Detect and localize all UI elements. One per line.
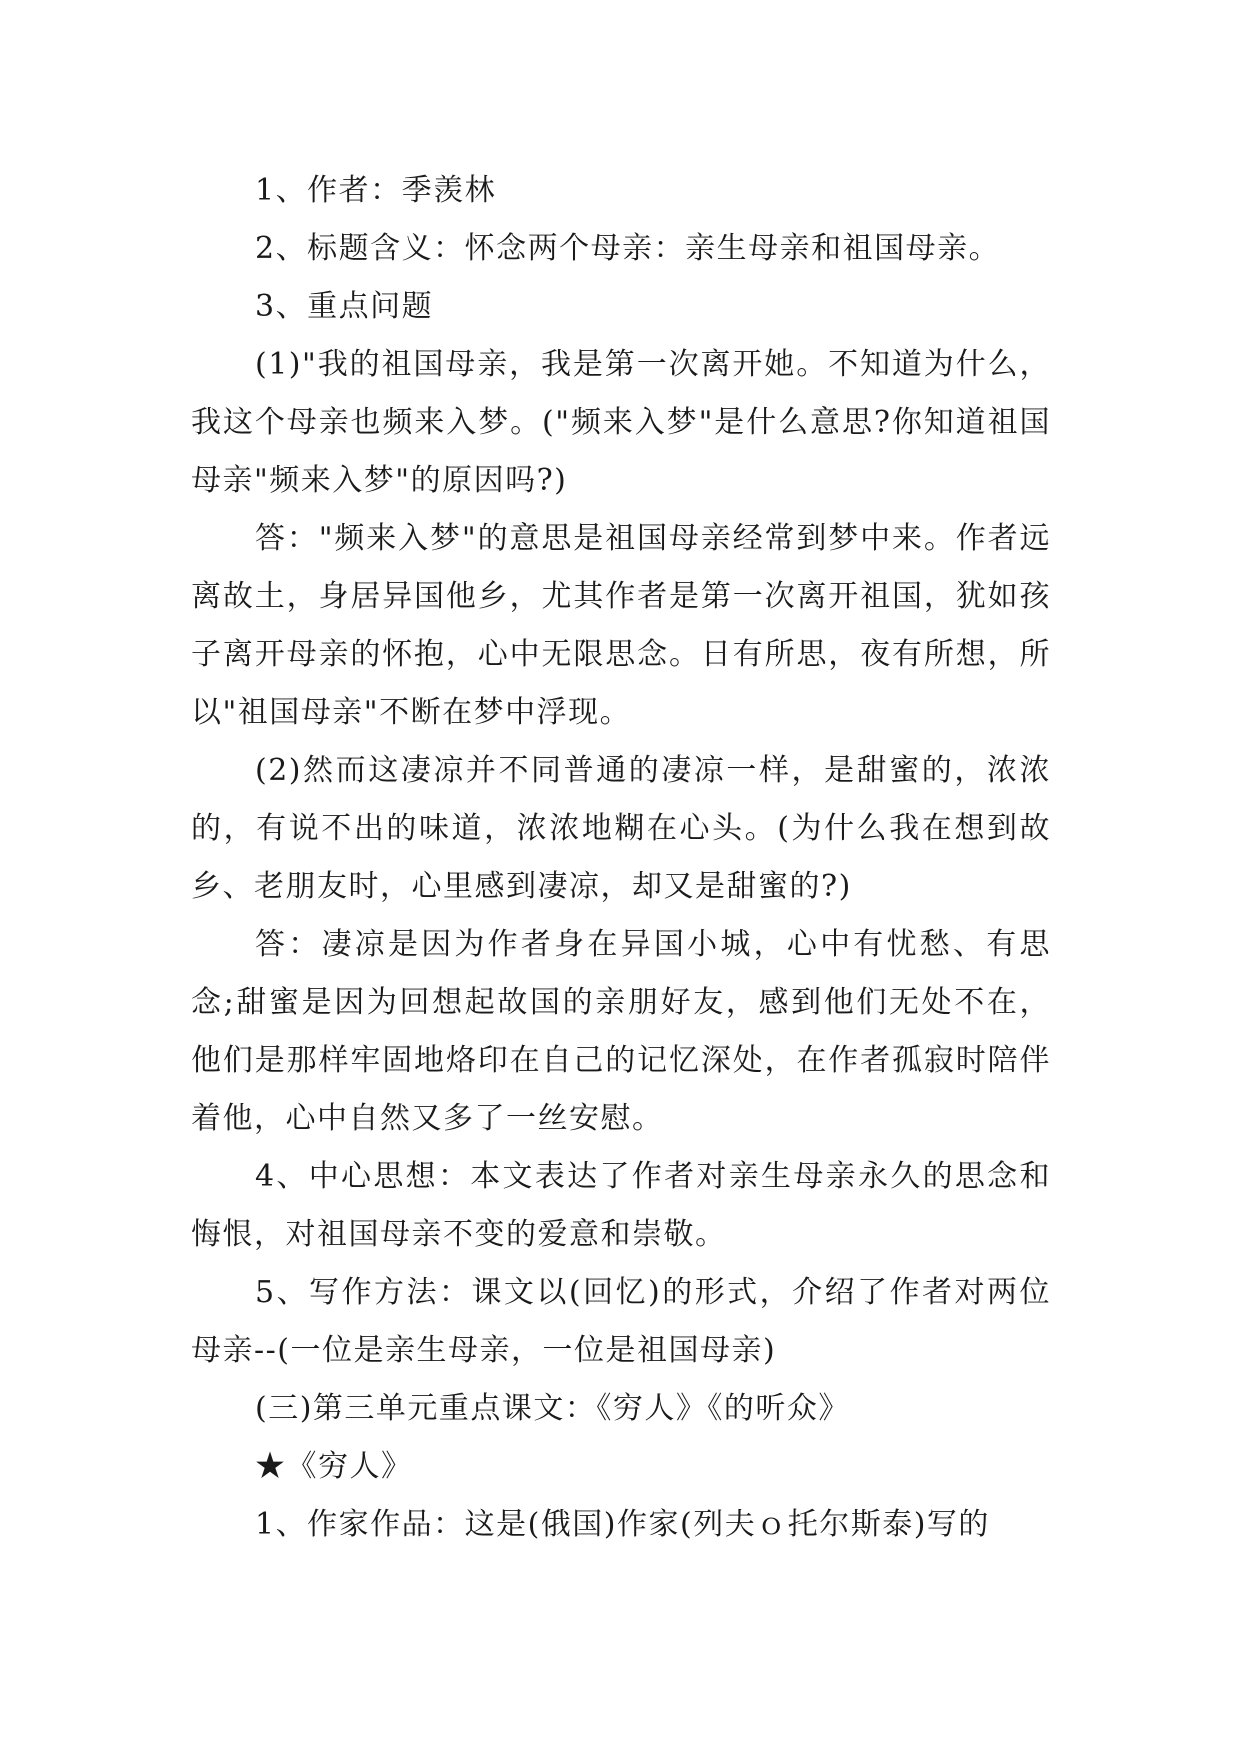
paragraph-central-idea: 4、中心思想：本文表达了作者对亲生母亲永久的思念和悔恨，对祖国母亲不变的爱意和崇敬。 [191,1159,1051,1252]
paragraph-question-1: (1)"我的祖国母亲，我是第一次离开她。不知道为什么，我这个母亲也频来入梦。("频来入梦"是什么意思?你知道祖国母亲"频来入梦"的原因吗?) [191,347,1051,498]
paragraph-writing-method: 5、写作方法：课文以(回忆)的形式，介绍了作者对两位母亲--(一位是亲生母亲，一位是祖国母亲) [191,1275,1051,1368]
paragraph-question-2: (2)然而这凄凉并不同普通的凄凉一样，是甜蜜的，浓浓的，有说不出的味道，浓浓地糊在心头。(为什么我在想到故乡、老朋友时，心里感到凄凉，却又是甜蜜的?) [191,753,1051,904]
paragraph-title-meaning: 2、标题含义：怀念两个母亲：亲生母亲和祖国母亲。 [255,231,1001,266]
paragraph-answer-1: 答："频来入梦"的意思是祖国母亲经常到梦中来。作者远离故土，身居异国他乡，尤其作者是第一次离开祖国，犹如孩子离开母亲的怀抱，心中无限思念。日有所思，夜有所想，所以"祖国母亲"不断在梦中浮现。 [191,521,1051,730]
paragraph-section-poor-people: ★《穷人》 [255,1449,413,1484]
paragraph-author: 1、作者：季羡林 [255,173,497,208]
paragraph-key-questions: 3、重点问题 [255,289,434,324]
document-body [191,162,1051,1554]
paragraph-unit-three: (三)第三单元重点课文：《穷人》《的听众》 [255,1391,850,1426]
paragraph-author-works: 1、作家作品：这是(俄国)作家(列夫ｏ托尔斯泰)写的 [255,1507,990,1542]
paragraph-answer-2: 答：凄凉是因为作者身在异国小城，心中有忧愁、有思念;甜蜜是因为回想起故国的亲朋好友，感到他们无处不在，他们是那样牢固地烙印在自己的记忆深处，在作者孤寂时陪伴着他，心中自然又多了一丝安慰。 [191,927,1051,1136]
